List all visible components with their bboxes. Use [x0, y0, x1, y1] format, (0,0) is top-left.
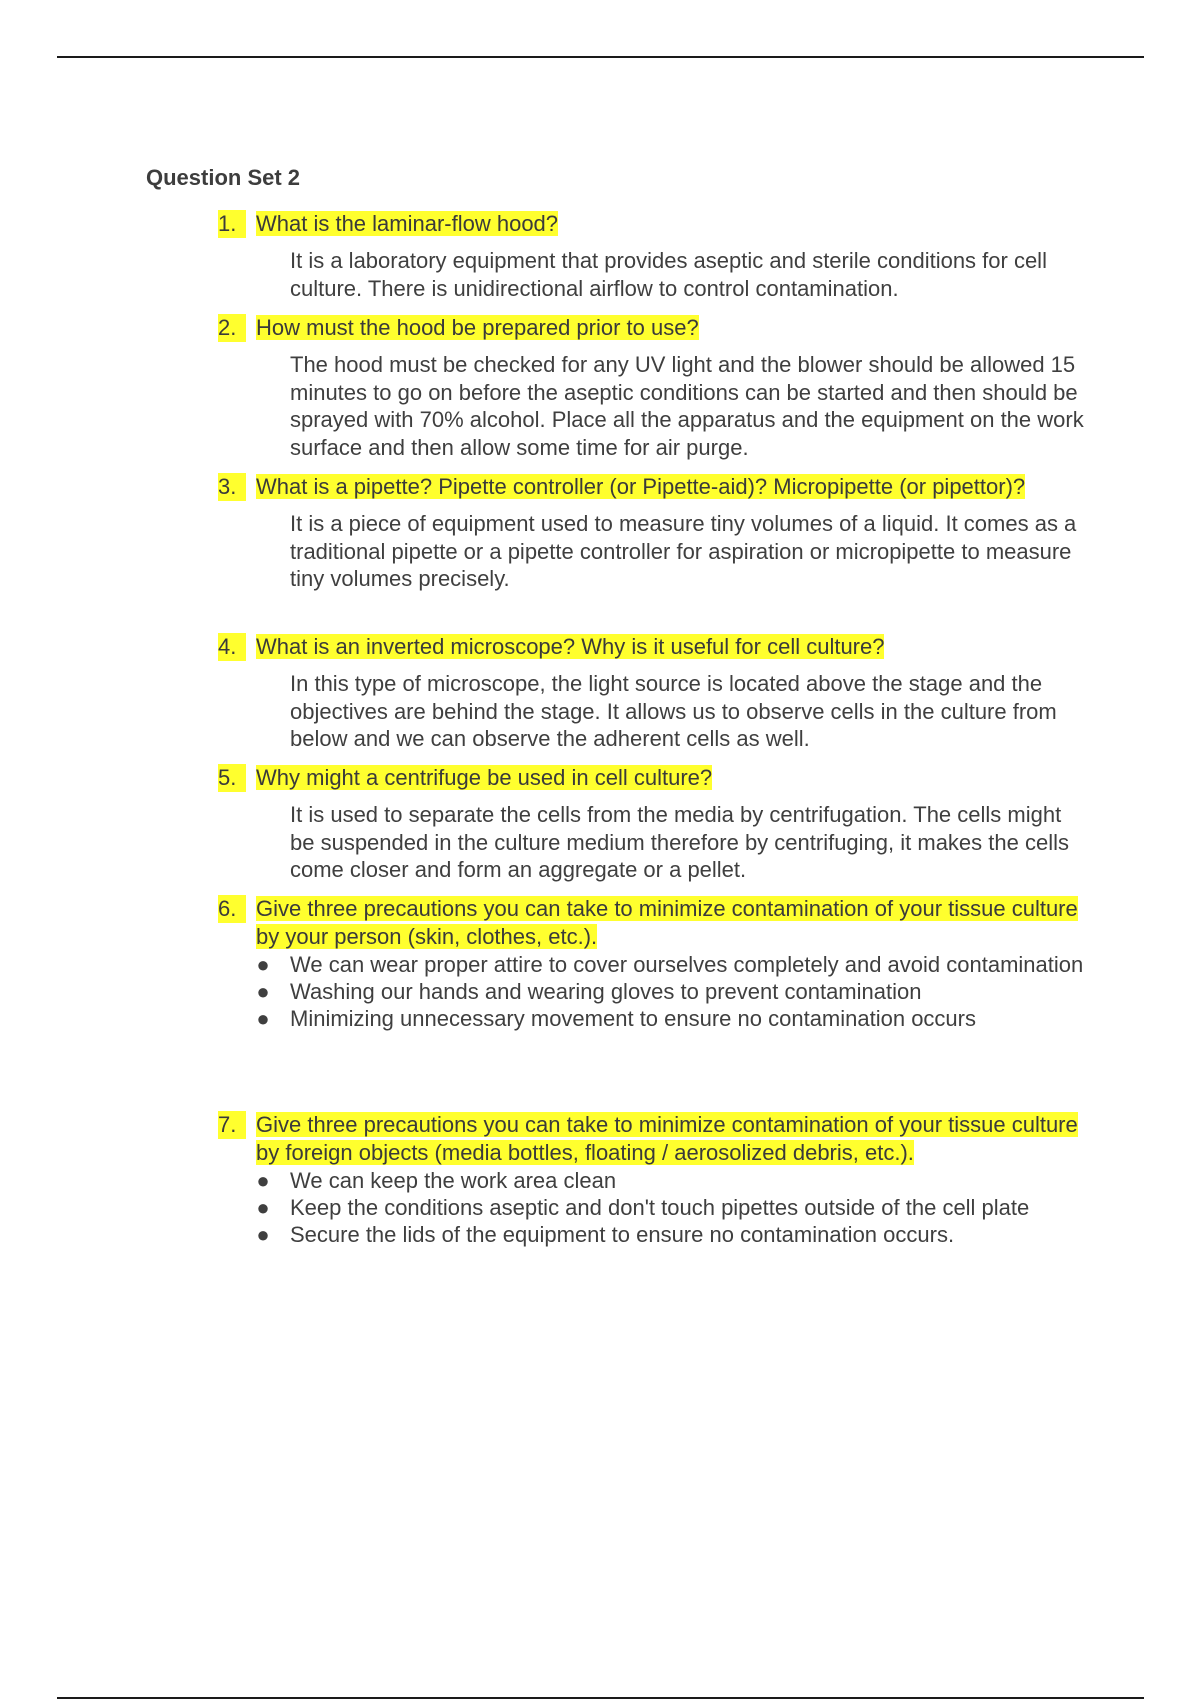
question-text: What is the laminar-flow hood? — [256, 211, 559, 236]
question-block-4 — [0, 633, 1200, 753]
question-block-1 — [0, 210, 1200, 302]
list-item — [256, 1167, 1090, 1194]
question-block-3 — [0, 473, 1200, 593]
list-item — [256, 951, 1090, 978]
question-4 — [218, 633, 1098, 661]
question-number: 3. — [218, 473, 246, 501]
question-number: 2. — [218, 314, 246, 342]
question-text: How must the hood be prepared prior to use? — [256, 315, 699, 340]
bullet-icon: ● — [256, 1222, 270, 1247]
list-item — [256, 1194, 1090, 1221]
question-block-6 — [0, 895, 1200, 1032]
top-rule — [57, 56, 1144, 58]
answer-5: It is used to separate the cells from the media by centrifugation. The cells might be suspended in the culture medium therefore by centrifuging, it makes the cells come closer and form an aggregate or a pellet. — [290, 802, 1069, 882]
bullet-text: Secure the lids of the equipment to ensure no contamination occurs. — [290, 1222, 955, 1247]
bullet-list-6 — [0, 951, 1200, 1032]
bullet-text: Minimizing unnecessary movement to ensure no contamination occurs — [290, 1006, 976, 1031]
question-text: Why might a centrifuge be used in cell culture? — [256, 765, 713, 790]
bottom-rule — [57, 1697, 1144, 1699]
question-number: 1. — [218, 210, 246, 238]
question-1 — [218, 210, 1098, 238]
bullet-icon: ● — [256, 952, 270, 977]
bullet-text: We can wear proper attire to cover ourselves completely and avoid contamination — [290, 952, 1084, 977]
bullet-text: Washing our hands and wearing gloves to prevent contamination — [290, 979, 922, 1004]
question-text: What is a pipette? Pipette controller (or Pipette-aid)? Micropipette (or pipettor)? — [256, 474, 1026, 499]
list-item — [256, 1221, 1090, 1248]
question-block-2 — [0, 314, 1200, 461]
question-number: 7. — [218, 1111, 246, 1139]
answer-2: The hood must be checked for any UV light and the blower should be allowed 15 minutes to go on before the aseptic conditions can be started and then should be sprayed with 70% alcohol. Place all the apparatus and the equipment on the work surface and then allow some time for air purge. — [290, 352, 1084, 460]
question-text: Give three precautions you can take to minimize contamination of your tissue culture by foreign objects (media bottles, floating / aerosolized debris, etc.). — [256, 1112, 1078, 1165]
bullet-text: Keep the conditions aseptic and don't touch pipettes outside of the cell plate — [290, 1195, 1030, 1220]
answer-4: In this type of microscope, the light source is located above the stage and the objectives are behind the stage. It allows us to observe cells in the culture from below and we can observe the adherent cells as well. — [290, 671, 1057, 751]
question-number: 6. — [218, 895, 246, 923]
answer-3: It is a piece of equipment used to measure tiny volumes of a liquid. It comes as a traditional pipette or a pipette controller for aspiration or micropipette to measure tiny volumes precisely. — [290, 511, 1077, 591]
bullet-list-7 — [0, 1167, 1200, 1248]
question-text: Give three precautions you can take to minimize contamination of your tissue culture by your person (skin, clothes, etc.). — [256, 896, 1078, 949]
question-block-5 — [0, 764, 1200, 884]
question-5 — [218, 764, 1098, 792]
list-item — [256, 978, 1090, 1005]
question-2 — [218, 314, 1098, 342]
bullet-icon: ● — [256, 1006, 270, 1031]
bullet-icon: ● — [256, 979, 270, 1004]
list-item — [256, 1005, 1090, 1032]
question-number: 5. — [218, 764, 246, 792]
question-7 — [218, 1111, 1098, 1167]
question-6 — [218, 895, 1098, 951]
bullet-text: We can keep the work area clean — [290, 1168, 617, 1193]
question-block-7 — [0, 1111, 1200, 1248]
question-number: 4. — [218, 633, 246, 661]
page-title: Question Set 2 — [146, 165, 301, 190]
answer-1: It is a laboratory equipment that provides aseptic and sterile conditions for cell culture. There is unidirectional airflow to control contamination. — [290, 248, 1047, 301]
bullet-icon: ● — [256, 1195, 270, 1220]
bullet-icon: ● — [256, 1168, 270, 1193]
question-3 — [218, 473, 1098, 501]
question-text: What is an inverted microscope? Why is it useful for cell culture? — [256, 634, 885, 659]
